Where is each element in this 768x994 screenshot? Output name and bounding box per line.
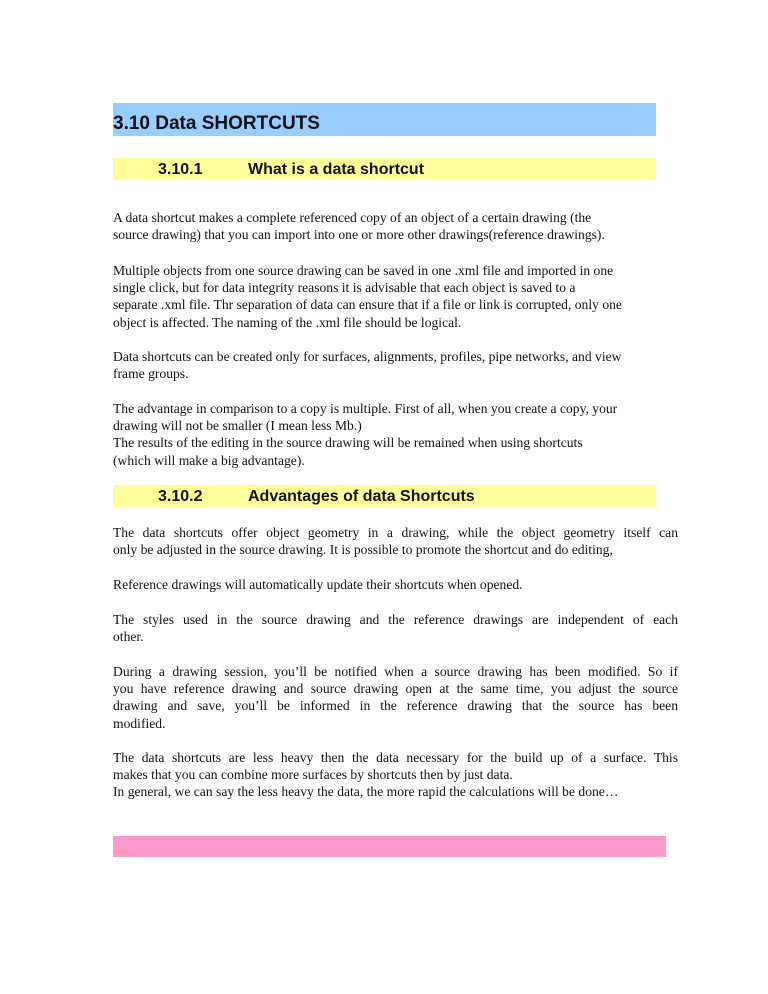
paragraph (113, 524, 678, 558)
text-line: During a drawing session, you’ll be notified when a source drawing has been modified. So if (113, 664, 678, 679)
text-line: separate .xml file. Thr separation of data can ensure that if a file or link is corrupted, only one (113, 297, 622, 313)
section-number: 3.10.1 (158, 161, 203, 178)
paragraph (113, 262, 678, 331)
text-line: only be adjusted in the source drawing. It is possible to promote the shortcut and do editing, (113, 542, 613, 558)
paragraph (113, 576, 678, 593)
text-line: The data shortcuts offer object geometry in a drawing, while the object geometry itself can (113, 525, 678, 540)
text-line: Reference drawings will automatically update their shortcuts when opened. (113, 577, 523, 592)
text-line: The results of the editing in the source drawing will be remained when using shortcuts (113, 435, 583, 451)
text-line: Data shortcuts can be created only for surfaces, alignments, profiles, pipe networks, and view (113, 349, 622, 364)
text-line: frame groups. (113, 366, 189, 382)
section-title: Advantages of data Shortcuts (248, 488, 475, 505)
text-line: object is affected. The naming of the .xml file should be logical. (113, 314, 462, 330)
text-line: Multiple objects from one source drawing can be saved in one .xml file and imported in one (113, 263, 614, 278)
text-line: other. (113, 629, 144, 645)
text-line: The styles used in the source drawing and the reference drawings are independent of each (113, 612, 678, 627)
text-line: single click, but for data integrity reasons it is advisable that each object is saved to a (113, 280, 576, 296)
text-line: you have reference drawing and source drawing open at the same time, you adjust the source (113, 681, 678, 697)
paragraph (113, 749, 678, 801)
chapter-heading: 3.10 Data SHORTCUTS (113, 113, 320, 134)
paragraph (113, 611, 678, 645)
paragraph (113, 663, 678, 732)
footer-bar (113, 836, 666, 857)
paragraph (113, 400, 678, 469)
section-heading-bar (113, 158, 656, 180)
text-line: The data shortcuts are less heavy then the data necessary for the build up of a surface. This (113, 750, 678, 765)
text-line: source drawing) that you can import into one or more other drawings(reference drawings). (113, 227, 605, 243)
text-line: modified. (113, 715, 166, 731)
text-line: A data shortcut makes a complete referenced copy of an object of a certain drawing (the (113, 210, 592, 225)
section-heading-bar (113, 485, 656, 507)
text-line: In general, we can say the less heavy the data, the more rapid the calculations will be done… (113, 784, 619, 800)
chapter-heading-bar (113, 103, 656, 136)
paragraph (113, 348, 678, 382)
text-line: makes that you can combine more surfaces by shortcuts then by just data. (113, 767, 513, 783)
text-line: (which will make a big advantage). (113, 452, 305, 468)
text-line: drawing and save, you’ll be informed in the reference drawing that the source has been (113, 698, 678, 714)
text-line: drawing will not be smaller (I mean less Mb.) (113, 418, 362, 434)
section-title: What is a data shortcut (248, 161, 425, 178)
paragraph (113, 209, 678, 243)
section-number: 3.10.2 (158, 488, 203, 505)
text-line: The advantage in comparison to a copy is multiple. First of all, when you create a copy, your (113, 401, 618, 416)
